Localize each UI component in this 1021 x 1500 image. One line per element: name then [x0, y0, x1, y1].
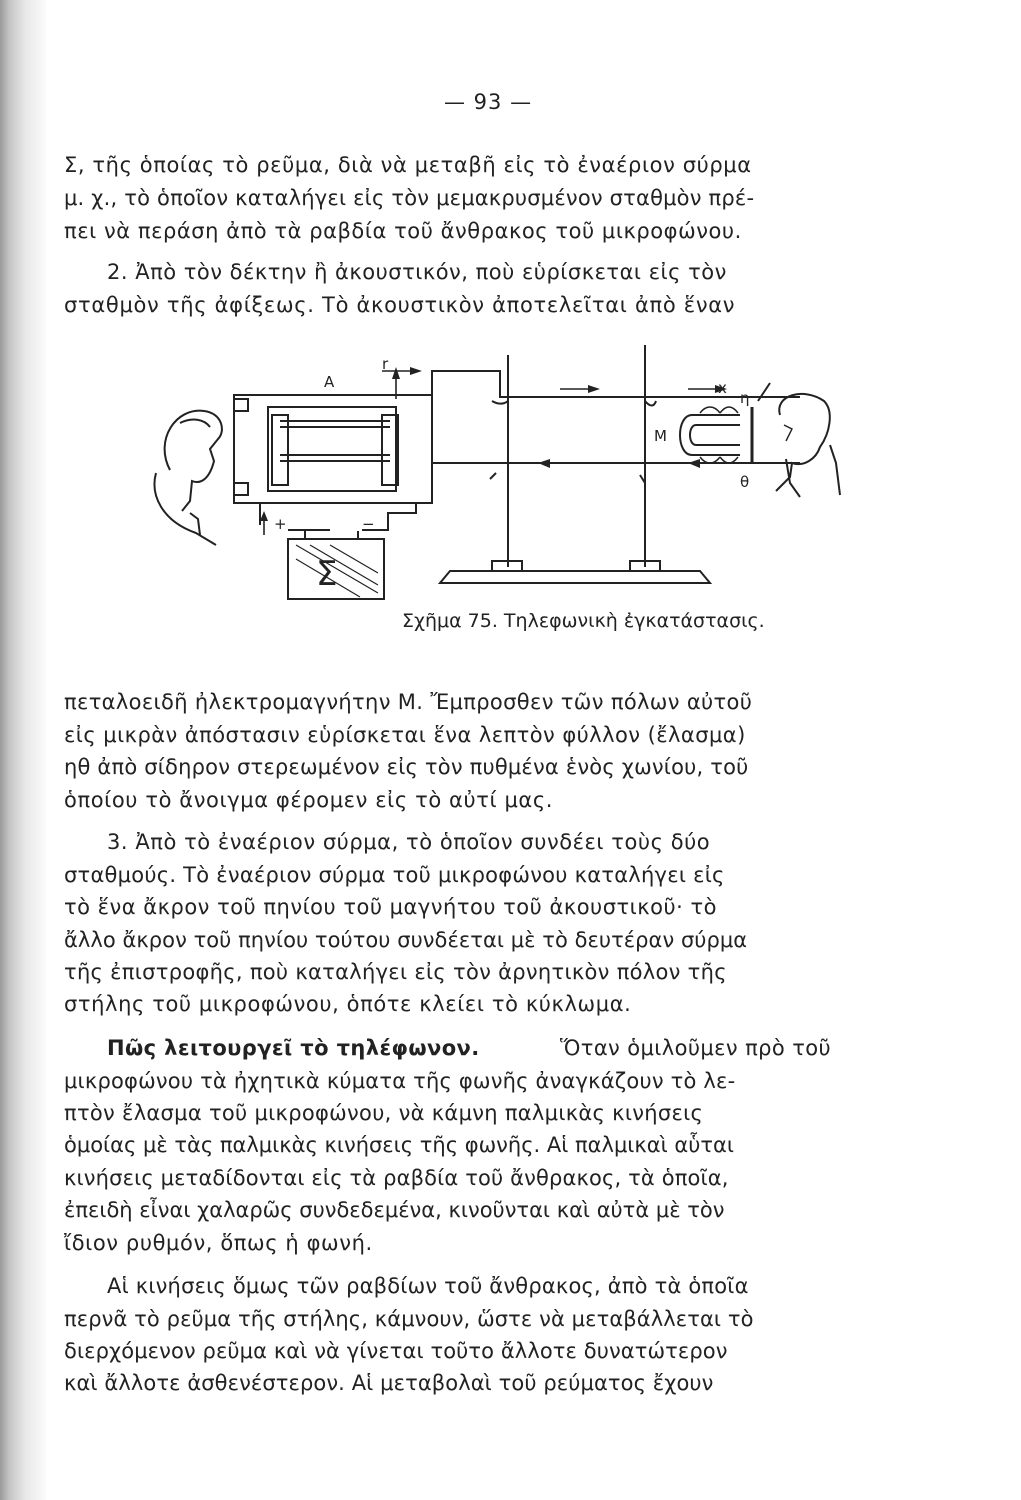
text-line: Σ, τῆς ὁποίας τὸ ρεῦμα, διὰ νὰ μεταβῆ εἰς τὸ ἐναέριον σύρμα: [64, 153, 752, 177]
figure-caption: Σχῆμα 75. Τηλεφωνικὴ ἐγκατάστασις.: [402, 610, 765, 632]
text-line: ὁμοίας μὲ τὰς παλμικὰς κινήσεις τῆς φωνῆς. Αἱ παλμικαὶ αὗται: [64, 1133, 734, 1157]
label-n: η: [740, 389, 750, 407]
text-line: ἴδιον ρυθμόν, ὅπως ἡ φωνή.: [64, 1231, 373, 1255]
label-m: M: [654, 427, 667, 445]
label-a: A: [324, 373, 335, 391]
text-line: διερχόμενον ρεῦμα καὶ νὰ γίνεται τοῦτο ἄλλοτε δυνατώτερον: [64, 1339, 728, 1363]
speaker-head-drawing: [165, 411, 222, 511]
listener-head-drawing: [776, 394, 830, 491]
text-line: Αἱ κινήσεις ὅμως τῶν ραβδίων τοῦ ἄνθρακος, ἀπὸ τὰ ὁποῖα: [107, 1274, 749, 1298]
telephone-installation-figure: [140, 335, 900, 615]
text-line: τῆς ἐπιστροφῆς, ποὺ καταλήγει εἰς τὸν ἀρνητικὸν πόλον τῆς: [64, 960, 727, 984]
stand-base: [440, 571, 710, 583]
text-line: τὸ ἕνα ἄκρον τοῦ πηνίου τοῦ μαγνήτου τοῦ ἀκουστικοῦ· τὸ: [64, 895, 717, 919]
label-theta: θ: [740, 473, 750, 491]
text-line: 2. Ἀπὸ τὸν δέκτην ἢ ἀκουστικόν, ποὺ εὑρίσκεται εἰς τὸν: [107, 260, 727, 284]
text-line: Ὅταν ὁμιλοῦμεν πρὸ τοῦ: [560, 1036, 832, 1060]
text-line: ὁποίου τὸ ἄνοιγμα φέρομεν εἰς τὸ αὐτί μας.: [64, 788, 554, 812]
label-minus: −: [362, 515, 375, 533]
text-line: μικροφώνου τὰ ἠχητικὰ κύματα τῆς φωνῆς ἀναγκάζουν τὸ λε-: [64, 1069, 736, 1093]
text-line: μ. χ., τὸ ὁποῖον καταλήγει εἰς τὸν μεμακρυσμένον σταθμὸν πρέ-: [64, 186, 755, 210]
text-line: ἄλλο ἄκρον τοῦ πηνίου τούτου συνδέεται μὲ τὸ δευτέραν σύρμα: [64, 928, 748, 952]
microphone-frame: [234, 395, 432, 503]
page-number: — 93 —: [444, 90, 533, 114]
text-line: στήλης τοῦ μικροφώνου, ὁπότε κλείει τὸ κύκλωμα.: [64, 992, 632, 1016]
text-line: ηθ ἀπὸ σίδηρον στερεωμένον εἰς τὸν πυθμένα ἑνὸς χωνίου, τοῦ: [64, 755, 749, 779]
text-line: σταθμὸν τῆς ἀφίξεως. Τὸ ἀκουστικὸν ἀποτελεῖται ἀπὸ ἕναν: [64, 293, 736, 317]
text-line: πει νὰ περάση ἀπὸ τὰ ραβδία τοῦ ἄνθρακος τοῦ μικροφώνου.: [64, 219, 742, 243]
text-line: πτὸν ἔλασμα τοῦ μικροφώνου, νὰ κάμνη παλμικὰς κινήσεις: [64, 1101, 704, 1125]
text-line: σταθμούς. Τὸ ἐναέριον σύρμα τοῦ μικροφώνου καταλήγει εἰς: [64, 863, 725, 887]
text-line: εἰς μικρὰν ἀπόστασιν εὑρίσκεται ἕνα λεπτὸν φύλλον (ἔλασμα): [64, 723, 746, 747]
text-line: καὶ ἄλλοτε ἀσθενέστερον. Αἱ μεταβολαὶ τοῦ ρεύματος ἔχουν: [64, 1371, 714, 1395]
text-line: πεταλοειδῆ ἠλεκτρομαγνήτην Μ. Ἔμπροσθεν τῶν πόλων αὐτοῦ: [64, 690, 753, 714]
book-spine-shadow: [0, 0, 46, 1500]
section-heading: Πῶς λειτουργεῖ τὸ τηλέφωνον.: [107, 1036, 480, 1060]
label-sigma: Σ: [316, 554, 338, 594]
text-line: 3. Ἀπὸ τὸ ἐναέριον σύρμα, τὸ ὁποῖον συνδέει τοὺς δύο: [107, 830, 711, 854]
label-plus: +: [274, 515, 287, 533]
label-r: r: [382, 355, 389, 373]
text-line: κινήσεις μεταδίδονται εἰς τὰ ραβδία τοῦ ἄνθρακος, τὰ ὁποῖα,: [64, 1166, 729, 1190]
text-line: ἐπειδὴ εἶναι χαλαρῶς συνδεδεμένα, κινοῦνται καὶ αὐτὰ μὲ τὸν: [64, 1198, 725, 1222]
text-line: περνᾶ τὸ ρεῦμα τῆς στήλης, κάμνουν, ὥστε νὰ μεταβάλλεται τὸ: [64, 1307, 754, 1331]
label-x: x: [718, 379, 727, 397]
